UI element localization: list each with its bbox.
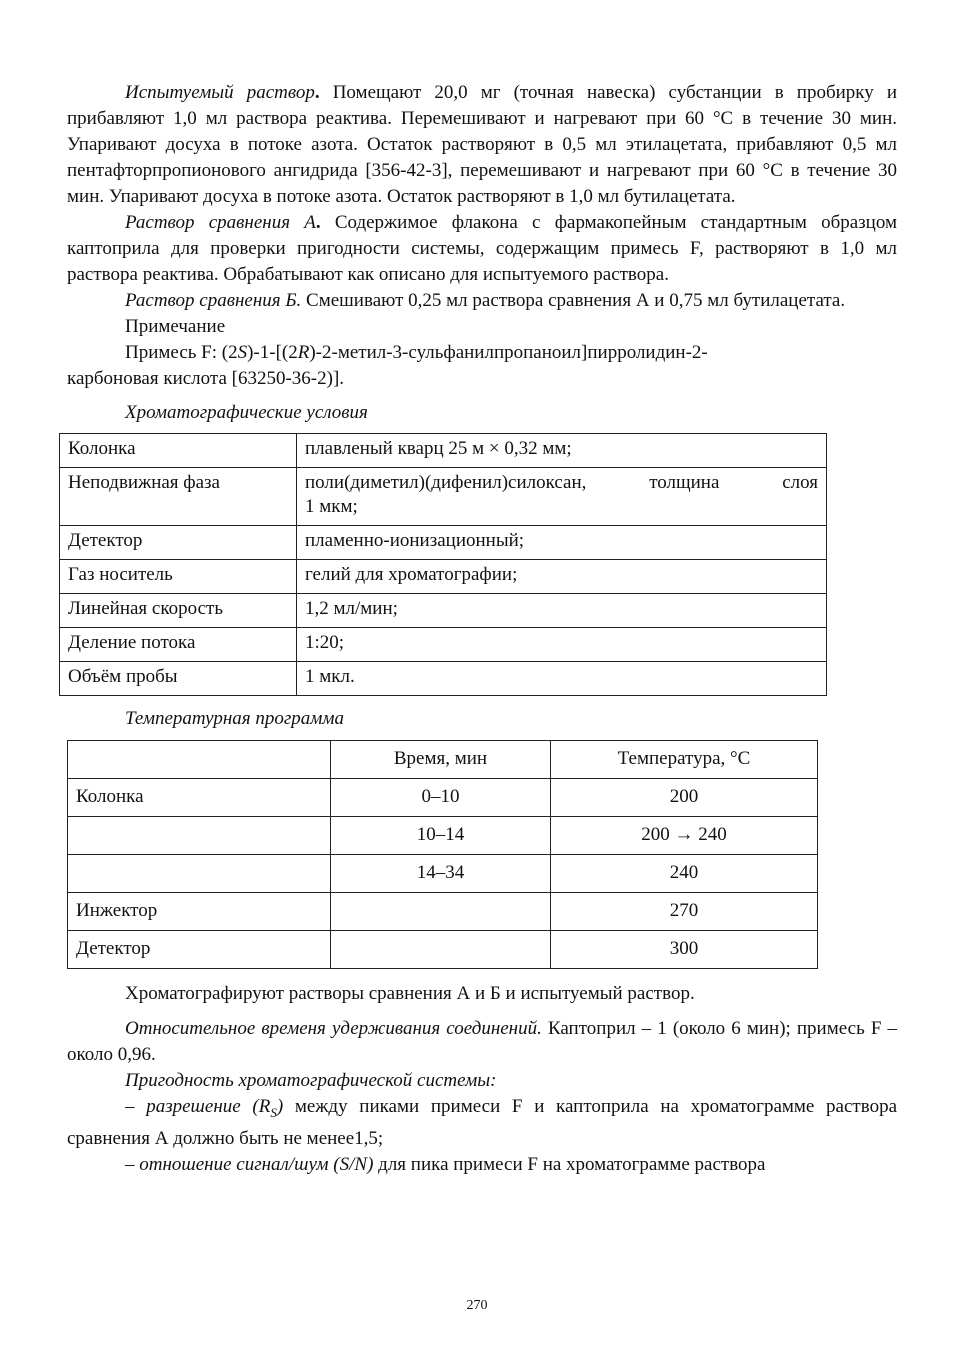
condition-value: 1:20;	[297, 628, 827, 662]
table-row	[60, 468, 827, 526]
temperature-program-caption: Температурная программа	[125, 708, 345, 729]
condition-value: 1,2 мл/мин;	[297, 594, 827, 628]
table-cell	[331, 893, 551, 931]
table-cell: 10–14	[331, 817, 551, 855]
table-cell: Колонка	[68, 779, 331, 817]
resolution-title-b: )	[276, 1096, 284, 1117]
test-solution-text: Помещают 20,0 мг (точная навеска) субстанции в пробирку и прибавляют 1,0 мл раствора реактива. Перемешивают и нагревают при 60 °С в течение 30 мин. Упаривают досуха в потоке азота. Остаток растворяют в 0,5 мл этилацетата, прибавляют 0,5 мл пентафторпропионового ангидрида [356-42-3], перемешивают и нагревают при 60 °С в течение 30 мин. Упаривают досуха в потоке азота. Остаток растворяют в 1,0 мл бутилацетата.	[67, 82, 897, 207]
note-line-1	[67, 340, 897, 366]
table-cell: 14–34	[331, 855, 551, 893]
table-row	[60, 628, 827, 662]
table-cell: 270	[551, 893, 818, 931]
chromatographic-conditions-caption: Хроматографические условия	[125, 402, 368, 423]
table-cell: 240	[551, 855, 818, 893]
paragraph-relative-retention	[67, 1016, 897, 1068]
condition-label: Линейная скорость	[60, 594, 297, 628]
table-cell	[68, 855, 331, 893]
relative-retention-title: Относительное временя удерживания соединений.	[125, 1018, 542, 1039]
header-cell	[68, 741, 331, 779]
table-cell: Инжектор	[68, 893, 331, 931]
paragraph-resolution	[67, 1094, 897, 1152]
table-cell: 200 → 240	[551, 817, 818, 855]
chromatographic-conditions-table	[59, 433, 827, 696]
table-row	[68, 931, 818, 969]
condition-label: Неподвижная фаза	[60, 468, 297, 526]
paragraph-signal-noise	[67, 1152, 897, 1178]
condition-value-line-2: 1 мкм;	[305, 496, 358, 517]
note-line-2: карбоновая кислота [63250-36-2)].	[67, 368, 345, 389]
condition-value: плавленый кварц 25 м × 0,32 мм;	[297, 434, 827, 468]
reference-a-text: Содержимое флакона с фармакопейным стандартным образцом каптоприла для проверки пригодности системы, содержащим примесь F, растворяют в 1,0 мл раствора реактива. Обрабатывают как описано для испытуемого раствора.	[67, 212, 898, 285]
table-row	[60, 560, 827, 594]
table-cell	[331, 931, 551, 969]
reference-b-text: Смешивают 0,25 мл раствора сравнения А и 0,75 мл бутилацетата.	[301, 290, 846, 311]
resolution-title	[125, 1096, 284, 1120]
table-row	[68, 817, 818, 855]
reference-b-title: Раствор сравнения Б.	[125, 290, 302, 311]
resolution-subscript: S	[270, 1104, 277, 1120]
test-solution-title: Испытуемый раствор	[125, 82, 315, 103]
header-cell-time: Время, мин	[331, 741, 551, 779]
page-content	[67, 80, 897, 1178]
note-stereo-s: S	[237, 342, 248, 363]
note-part-3: )-2-метил-3-сульфанилпропаноил]пирролидин-2-	[309, 342, 708, 363]
table-cell	[68, 817, 331, 855]
condition-value: 1 мкл.	[297, 662, 827, 696]
system-suitability-title	[67, 1068, 897, 1094]
reference-a-title: Раствор сравнения А	[125, 212, 316, 233]
condition-label: Детектор	[60, 526, 297, 560]
condition-label: Деление потока	[60, 628, 297, 662]
paragraph-reference-solution-a: Раствор сравнения А. Содержимое флакона с фармакопейным стандартным образцом каптоприла для проверки пригодности системы, содержащим примесь F, растворяют в 1,0 мл раствора реактива. Обрабатывают как описано для испытуемого раствора.	[67, 212, 898, 285]
paragraph-reference-solution-b	[67, 288, 897, 314]
resolution-title-a: – разрешение (R	[125, 1096, 271, 1117]
signal-noise-text: для пика примеси F на хроматограмме раствора	[373, 1153, 766, 1175]
paragraph-test-solution: Испытуемый раствор. Помещают 20,0 мг (точная навеска) субстанции в пробирку и прибавляют 1,0 мл раствора реактива. Перемешивают и нагревают при 60 °С в течение 30 мин. Упаривают досуха в потоке азота. Остаток растворяют в 0,5 мл этилацетата, прибавляют 0,5 мл пентафторпропионового ангидрида [356-42-3], перемешивают и нагревают при 60 °С в течение 30 мин. Упаривают досуха в потоке азота. Остаток растворяют в 1,0 мл бутилацетата.	[67, 82, 897, 207]
table-row	[60, 662, 827, 696]
chromatography-sentence: Хроматографируют растворы сравнения А и Б и испытуемый раствор.	[125, 983, 695, 1004]
condition-label: Объём пробы	[60, 662, 297, 696]
table-row	[60, 594, 827, 628]
signal-noise-title: – отношение сигнал/шум (S/N)	[125, 1153, 374, 1175]
condition-label: Колонка	[60, 434, 297, 468]
note-part-1: Примесь F: (2	[125, 342, 238, 363]
relative-retention-text: Каптоприл – 1 (около 6 мин); примесь F – около 0,96.	[67, 1018, 897, 1065]
table-header-row	[68, 741, 818, 779]
table-cell: Детектор	[68, 931, 331, 969]
table-cell: 0–10	[331, 779, 551, 817]
table-row	[68, 893, 818, 931]
note-stereo-r: R	[297, 342, 310, 363]
note-title: Примечание	[125, 316, 226, 337]
condition-label: Газ носитель	[60, 560, 297, 594]
page-number: 270	[466, 1298, 488, 1313]
condition-value: пламенно-ионизационный;	[297, 526, 827, 560]
condition-value: гелий для хроматографии;	[297, 560, 827, 594]
header-cell-temperature: Температура, °С	[551, 741, 818, 779]
table-row	[68, 855, 818, 893]
table-cell: 200	[551, 779, 818, 817]
table-cell: 300	[551, 931, 818, 969]
note-part-2: )-1-[(2	[247, 342, 298, 363]
system-suitability-label: Пригодность хроматографической системы:	[125, 1070, 497, 1091]
temperature-program-table	[67, 740, 818, 969]
table-row	[60, 526, 827, 560]
condition-value	[297, 468, 827, 526]
table-row	[60, 434, 827, 468]
resolution-text: между пиками примеси F и каптоприла на хроматограмме раствора сравнения А должно быть не менее1,5;	[67, 1096, 897, 1149]
condition-value-line-1: поли(диметил)(дифенил)силоксан, толщина слоя	[305, 472, 818, 493]
table-row	[68, 779, 818, 817]
